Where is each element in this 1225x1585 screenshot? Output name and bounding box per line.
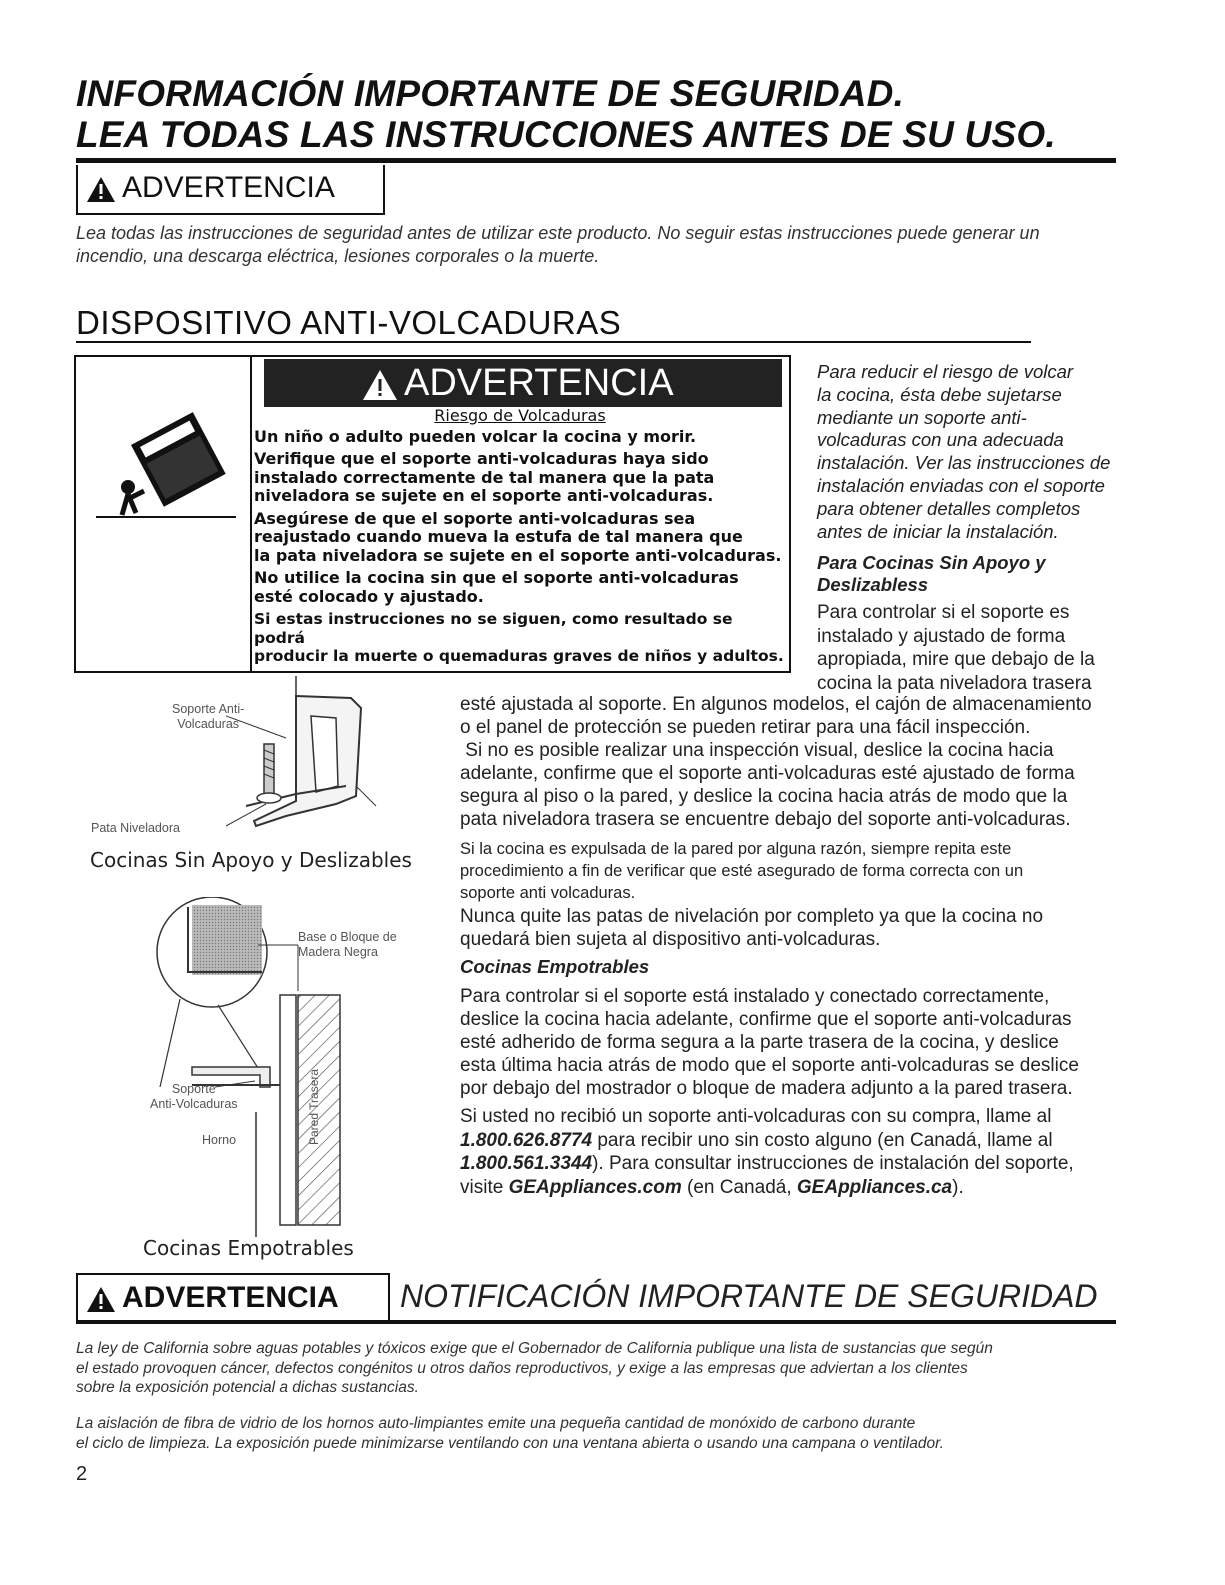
figure-freestanding	[76, 676, 446, 846]
label-built-in-bracket: Soporte Anti-Volcaduras	[150, 1082, 238, 1111]
body-para1: esté ajustada al soporte. En algunos modelos, el cajón de almacenamiento o el panel de protección se pueden retirar para una fácil inspección. Si no es posible realizar una inspección visual, deslice la cocina hacia adelante, confirme que el soporte anti-volcaduras esté ajustado de forma segura al piso o la pared, y deslice la cocina hacia atrás de modo que la pata niveladora trasera se encuentre debajo del soporte anti-volcaduras.	[460, 694, 1092, 830]
body-para2: Si la cocina es expulsada de la pared por alguna razón, siempre repita este procedimiento a fin de verificar que esté asegurado de forma correcta con un soporte anti volcaduras.	[460, 840, 1024, 902]
label-leveling-leg: Pata Niveladora	[91, 821, 180, 835]
phone-canada: 1.800.561.3344	[460, 1153, 593, 1174]
warning-triangle-icon	[86, 176, 116, 203]
warning2-label-box	[76, 1273, 390, 1321]
section-rule	[76, 341, 1031, 343]
phone-us: 1.800.626.8774	[460, 1129, 593, 1151]
label-oven: Horno	[202, 1133, 237, 1147]
right-col-intro: Para reducir el riesgo de volcar la cocina, ésta debe sujetarse mediante un soporte anti- volcaduras con una adecuada instalación. Ver las instrucciones de instalación enviadas con el soporte para obtener detalles completos antes de iniciar la instalación.	[817, 361, 1111, 542]
tip-subtitle: Riesgo de Volcaduras	[434, 406, 606, 425]
header-line-2: LEA TODAS LAS INSTRUCCIONES ANTES DE SU USO.	[76, 114, 1056, 155]
right-col-para1: Para controlar si el soporte es instalado y ajustado de forma apropiada, mire que debajo de la cocina la pata niveladora trasera	[817, 602, 1095, 694]
tip-illustration-panel	[76, 357, 252, 673]
range-tipping-icon	[96, 395, 236, 525]
warning-triangle-icon	[86, 1286, 116, 1313]
warning-triangle-icon	[362, 369, 398, 401]
warning-banner-label: ADVERTENCIA	[404, 362, 674, 404]
body-para4: Para controlar si el soporte está instalado y conectado correctamente, deslice la cocina hacia adelante, confirme que el soporte anti-volcaduras esté adherido de forma segura a la parte trasera de la cocina, y deslice esta última hacia atrás de modo que el soporte anti-volcaduras se deslice por debajo del mostrador o bloque de madera adjunto a la pared trasera.	[460, 986, 1079, 1099]
section-title: DISPOSITIVO ANTI-VOLCADURAS	[76, 304, 622, 341]
california-notice: La ley de California sobre aguas potables y tóxicos exige que el Gobernador de California publique una lista de sustancias que según el estado provoquen cáncer, defectos congénitos u otros daños reproductivos, y exige a las empresas que adviertan a los clientes sobre la exposición potencial a dichas sustancias.	[76, 1340, 993, 1396]
page-number: 2	[76, 1463, 88, 1485]
label-bracket: Soporte Anti- Volcaduras	[172, 702, 245, 731]
warning-text: Lea todas las instrucciones de seguridad antes de utilizar este producto. No seguir estas instrucciones puede generar un incendio, una descarga eléctrica, lesiones corporales o la muerte.	[76, 223, 1040, 266]
figure1-caption: Cocinas Sin Apoyo y Deslizables	[90, 848, 412, 872]
header-rule	[76, 158, 1116, 163]
header-line-1: INFORMACIÓN IMPORTANTE DE SEGURIDAD.	[76, 73, 905, 114]
figure-built-in	[130, 897, 450, 1237]
subheading-built-in: Cocinas Empotrables	[460, 956, 650, 977]
subheading-freestanding: Para Cocinas Sin Apoyo y Deslizabless	[817, 552, 1046, 595]
warning-label: ADVERTENCIA	[122, 171, 335, 204]
important-notice-heading: NOTIFICACIÓN IMPORTANTE DE SEGURIDAD	[400, 1278, 1098, 1314]
label-base-block: Base o Bloque de Madera Negra	[298, 930, 397, 959]
fiberglass-notice: La aislación de fibra de vidrio de los hornos auto-limpiantes emite una pequeña cantidad de monóxido de carbono durante el ciclo de limpieza. La exposición puede minimizarse ventilando con una ventana abierta o usando una campana o ventilador.	[76, 1415, 944, 1452]
body-para3: Nunca quite las patas de nivelación por completo ya que la cocina no quedará bien sujeta al dispositivo anti-volcaduras.	[460, 906, 1044, 950]
warning2-rule	[76, 1320, 1116, 1324]
warning-label-box	[76, 165, 385, 215]
link-geappliances-com[interactable]: GEAppliances.com	[508, 1176, 682, 1198]
label-rear-wall: Pared Trasera	[307, 1068, 321, 1145]
link-geappliances-ca[interactable]: GEAppliances.ca	[796, 1176, 953, 1198]
body-para5: Si usted no recibió un soporte anti-volcaduras con su compra, llame al 1.800.626.8774 para recibir uno sin costo alguno (en Canadá, llame al 1.800.561.3344). Para consultar instrucciones de instalación del soporte, visite GEAppliances.com (en Canadá, GEAppliances.ca).	[460, 1106, 1074, 1198]
figure2-caption: Cocinas Empotrables	[143, 1236, 354, 1260]
tip-warning-text: Riesgo de Volcaduras Un niño o adulto pueden volcar la cocina y morir. Verifique que el soporte anti-volcaduras haya sido instalado correctamente de tal manera que la pata niveladora se sujete en el soporte anti-volcaduras. Asegúrese de que el soporte anti-volcaduras sea reajustado cuando mueva la estufa de tal manera que la pata niveladora se sujete en el soporte anti-volcaduras. No utilice la cocina sin que el soporte anti-volcaduras esté colocado y ajustado. Si estas instrucciones no se siguen, como resultado se podrá producir la muerte o quemaduras graves de niños y adultos.	[254, 407, 786, 666]
warning2-label: ADVERTENCIA	[122, 1281, 339, 1314]
anti-tip-bracket-illustration	[226, 676, 446, 846]
warning-banner	[264, 359, 782, 407]
built-in-bracket-illustration	[130, 897, 450, 1237]
tip-over-warning-box	[74, 355, 791, 673]
